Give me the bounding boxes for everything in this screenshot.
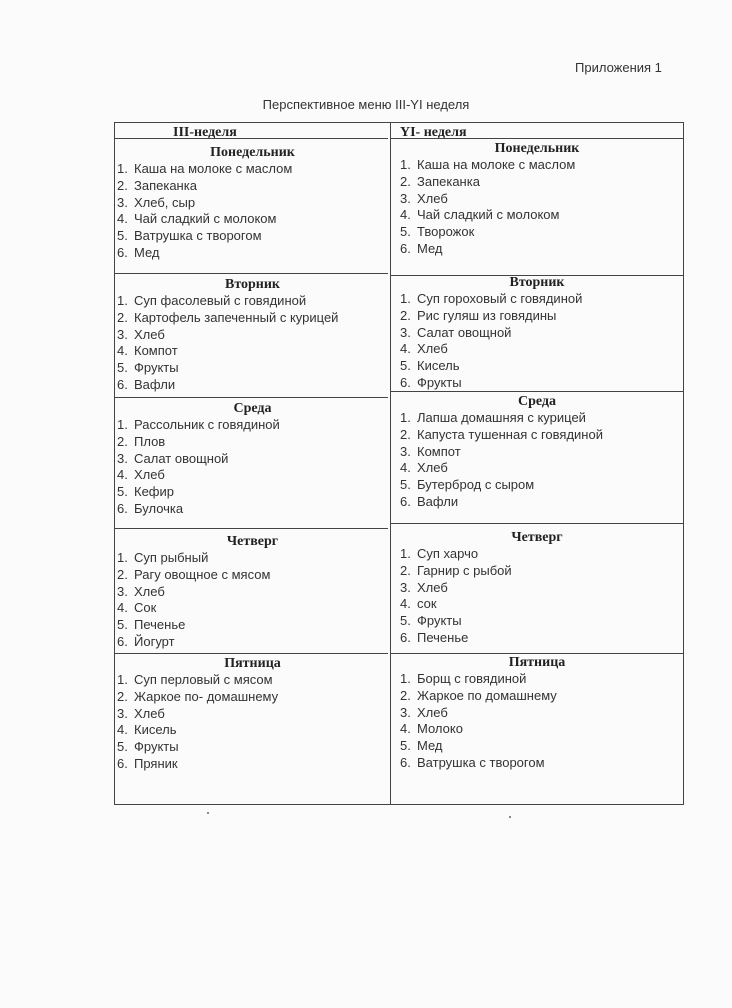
item-number: 5. (400, 738, 411, 754)
dish-name: Капуста тушенная с говядиной (417, 426, 603, 442)
dish-item (117, 584, 390, 601)
dish-name: Бутерброд с сыром (417, 477, 535, 493)
appendix-label: Приложения 1 (575, 60, 662, 75)
row-divider (390, 653, 683, 654)
dish-item (117, 672, 390, 689)
dish-list (391, 157, 683, 258)
dish-item (117, 501, 390, 518)
dish-name: Рагу овощное с мясом (134, 566, 271, 582)
dish-name: Суп харчо (417, 546, 479, 561)
dish-item (117, 600, 390, 617)
item-number: 3. (400, 704, 411, 720)
day-name: Среда (517, 394, 556, 409)
dish-item (400, 358, 683, 375)
document-title: Перспективное меню III-YI неделя (262, 97, 470, 112)
dish-list (391, 671, 683, 772)
dish-name: Мед (417, 240, 443, 256)
dish-name: Хлеб (417, 190, 448, 206)
dish-name: Суп гороховый с говядиной (417, 291, 583, 306)
dish-item (117, 293, 390, 310)
dish-item (400, 630, 683, 647)
dish-name: Запеканка (134, 177, 197, 193)
dish-item (117, 327, 390, 344)
item-number: 6. (400, 493, 411, 509)
item-number: 1. (117, 293, 128, 308)
item-number: 6. (400, 374, 411, 390)
dish-list (115, 417, 390, 518)
item-number: 5. (117, 360, 128, 376)
dish-name: Хлеб (417, 579, 448, 595)
dish-name: Мед (417, 738, 443, 754)
item-number: 6. (400, 240, 411, 256)
item-number: 6. (117, 755, 128, 771)
dish-item (117, 484, 390, 501)
dish-name: Салат овощной (134, 450, 229, 466)
item-number: 4. (117, 211, 128, 227)
dish-item (117, 343, 390, 360)
dish-name: Ватрушка с творогом (134, 228, 262, 244)
day-name: Четверг (226, 534, 279, 549)
dish-name: Гарнир с рыбой (417, 562, 512, 578)
item-number: 2. (400, 173, 411, 189)
dish-item (117, 706, 390, 723)
dish-name: Чай сладкий с молоком (134, 211, 277, 227)
dish-name: Хлеб (134, 583, 165, 599)
item-number: 4. (400, 460, 411, 476)
dish-list (115, 161, 390, 262)
dish-item (117, 178, 390, 195)
dish-item (400, 191, 683, 208)
item-number: 3. (400, 324, 411, 340)
day-name: Вторник (224, 277, 280, 292)
dish-item (400, 460, 683, 477)
dish-item (400, 427, 683, 444)
dish-item (400, 546, 683, 563)
item-number: 1. (400, 410, 411, 425)
dish-list (115, 550, 390, 651)
dish-item (117, 310, 390, 327)
item-number: 4. (400, 207, 411, 223)
day-cell-right (391, 141, 683, 258)
dish-name: Суп перловый с мясом (134, 672, 273, 687)
item-number: 2. (117, 433, 128, 449)
dish-name: Хлеб (134, 326, 165, 342)
item-number: 5. (117, 228, 128, 244)
dish-item (117, 451, 390, 468)
item-number: 3. (117, 705, 128, 721)
menu-table (114, 122, 684, 805)
dish-name: Фрукты (417, 374, 462, 390)
dish-name: Запеканка (417, 173, 480, 189)
day-cell-left (115, 145, 390, 262)
dish-item (400, 755, 683, 772)
item-number: 5. (117, 739, 128, 755)
dish-item (400, 738, 683, 755)
day-name: Четверг (511, 530, 563, 545)
dish-name: Вафли (134, 376, 176, 392)
item-number: 6. (117, 244, 128, 260)
dish-item (400, 596, 683, 613)
row-divider (115, 528, 388, 529)
item-number: 2. (117, 566, 128, 582)
dish-name: Творожок (417, 224, 475, 240)
dish-name: Фрукты (134, 739, 179, 755)
dish-item (400, 291, 683, 308)
item-number: 4. (117, 467, 128, 483)
dish-item (117, 567, 390, 584)
item-number: 3. (400, 443, 411, 459)
day-cell-left (115, 656, 390, 773)
dish-name: Хлеб, сыр (134, 194, 196, 210)
dish-item (400, 563, 683, 580)
dish-item (117, 195, 390, 212)
dish-item (400, 494, 683, 511)
item-number: 6. (117, 376, 128, 392)
dish-name: Хлеб (417, 460, 448, 476)
dish-name: Жаркое по домашнему (417, 687, 557, 703)
dish-item (117, 377, 390, 394)
dish-item (400, 613, 683, 630)
dish-item (400, 224, 683, 241)
item-number: 1. (400, 291, 411, 306)
dish-item (400, 410, 683, 427)
item-number: 3. (117, 450, 128, 466)
item-number: 2. (400, 307, 411, 323)
dish-name: Печенье (417, 629, 469, 645)
dish-item (400, 341, 683, 358)
dish-item (400, 671, 683, 688)
item-number: 1. (117, 672, 128, 687)
dish-name: Каша на молоке с маслом (417, 157, 576, 172)
day-name: Понедельник (494, 141, 580, 156)
dish-name: Йогурт (134, 633, 175, 649)
dish-name: Вафли (417, 493, 459, 509)
dish-name: Кисель (134, 722, 177, 738)
item-number: 5. (400, 477, 411, 493)
dish-name: Плов (134, 433, 166, 449)
item-number: 1. (117, 161, 128, 176)
item-number: 4. (400, 596, 411, 612)
dish-name: Булочка (134, 500, 184, 516)
dish-item (117, 550, 390, 567)
day-cell-left (115, 401, 390, 518)
item-number: 2. (400, 562, 411, 578)
row-divider (390, 523, 683, 524)
dish-name: Хлеб (134, 467, 165, 483)
dish-item (117, 756, 390, 773)
dish-item (117, 467, 390, 484)
day-cell-right (391, 394, 683, 511)
dish-item (400, 157, 683, 174)
dish-list (391, 291, 683, 392)
dish-name: Печенье (134, 617, 186, 633)
dish-name: Кефир (134, 484, 174, 500)
dish-item (400, 375, 683, 392)
dish-name: Суп фасолевый с говядиной (134, 293, 307, 308)
item-number: 5. (400, 358, 411, 374)
day-cell-left (115, 534, 390, 651)
item-number: 2. (117, 177, 128, 193)
day-name: Пятница (224, 656, 281, 671)
item-number: 1. (400, 671, 411, 686)
item-number: 4. (117, 722, 128, 738)
item-number: 5. (400, 613, 411, 629)
dish-name: Хлеб (417, 704, 448, 720)
dish-name: Фрукты (134, 360, 179, 376)
dish-name: Жаркое по- домашнему (134, 688, 279, 704)
item-number: 6. (117, 633, 128, 649)
dish-name: Каша на молоке с маслом (134, 161, 293, 176)
item-number: 1. (117, 417, 128, 432)
dish-name: Рассольник с говядиной (134, 417, 280, 432)
dish-item (400, 721, 683, 738)
row-divider (115, 273, 388, 274)
dish-name: Фрукты (417, 613, 462, 629)
dish-name: Молоко (417, 721, 463, 737)
dish-item (117, 617, 390, 634)
item-number: 4. (400, 721, 411, 737)
dish-item (400, 705, 683, 722)
day-cell-right (391, 655, 683, 772)
dish-item (117, 211, 390, 228)
item-number: 3. (117, 326, 128, 342)
dish-item (117, 245, 390, 262)
scan-speck (509, 816, 511, 818)
item-number: 1. (117, 550, 128, 565)
day-cell-left (115, 277, 390, 394)
item-number: 5. (400, 224, 411, 240)
dish-item (400, 444, 683, 461)
dish-item (400, 207, 683, 224)
item-number: 5. (117, 617, 128, 633)
day-name: Пятница (508, 655, 566, 670)
item-number: 2. (400, 426, 411, 442)
dish-list (391, 546, 683, 647)
dish-name: Компот (417, 443, 461, 459)
dish-name: Салат овощной (417, 324, 512, 340)
dish-list (115, 672, 390, 773)
dish-name: Картофель запеченный с курицей (134, 309, 339, 325)
dish-name: Сок (134, 600, 157, 616)
item-number: 4. (117, 343, 128, 359)
item-number: 6. (400, 754, 411, 770)
dish-name: Хлеб (134, 705, 165, 721)
item-number: 2. (400, 687, 411, 703)
dish-item (400, 308, 683, 325)
row-divider (115, 138, 388, 139)
row-divider (115, 653, 388, 654)
dish-item (117, 417, 390, 434)
dish-name: Кисель (417, 358, 460, 374)
day-cell-right (391, 530, 683, 647)
dish-item (400, 580, 683, 597)
item-number: 2. (117, 309, 128, 325)
row-divider (115, 397, 388, 398)
dish-item (117, 634, 390, 651)
item-number: 5. (117, 484, 128, 500)
dish-item (400, 688, 683, 705)
dish-item (117, 228, 390, 245)
item-number: 2. (117, 688, 128, 704)
dish-item (117, 360, 390, 377)
item-number: 6. (117, 500, 128, 516)
dish-name: сок (417, 596, 437, 612)
item-number: 4. (400, 341, 411, 357)
dish-name: Ватрушка с творогом (417, 754, 545, 770)
dish-item (117, 689, 390, 706)
dish-list (115, 293, 390, 394)
item-number: 1. (400, 157, 411, 172)
dish-item (117, 434, 390, 451)
dish-name: Борщ с говядиной (417, 671, 527, 686)
item-number: 4. (117, 600, 128, 616)
item-number: 1. (400, 546, 411, 561)
item-number: 6. (400, 629, 411, 645)
week-header-left: III-неделя (173, 125, 237, 140)
day-name: Среда (233, 401, 272, 416)
dish-item (117, 739, 390, 756)
dish-item (400, 325, 683, 342)
dish-item (400, 241, 683, 258)
dish-item (400, 477, 683, 494)
row-divider (390, 138, 683, 139)
item-number: 3. (400, 579, 411, 595)
day-name: Понедельник (210, 145, 295, 160)
dish-name: Суп рыбный (134, 550, 209, 565)
week-header-right: YI- неделя (400, 125, 467, 140)
dish-item (400, 174, 683, 191)
item-number: 3. (400, 190, 411, 206)
dish-name: Хлеб (417, 341, 448, 357)
dish-item (117, 722, 390, 739)
dish-name: Пряник (134, 755, 178, 771)
day-name: Вторник (509, 275, 565, 290)
dish-name: Мед (134, 244, 160, 260)
dish-item (117, 161, 390, 178)
item-number: 3. (117, 583, 128, 599)
dish-name: Чай сладкий с молоком (417, 207, 560, 223)
dish-name: Компот (134, 343, 178, 359)
day-cell-right (391, 275, 683, 392)
dish-name: Рис гуляш из говядины (417, 307, 557, 323)
scan-speck (207, 812, 209, 814)
dish-name: Лапша домашняя с курицей (417, 410, 586, 425)
item-number: 3. (117, 194, 128, 210)
dish-list (391, 410, 683, 511)
